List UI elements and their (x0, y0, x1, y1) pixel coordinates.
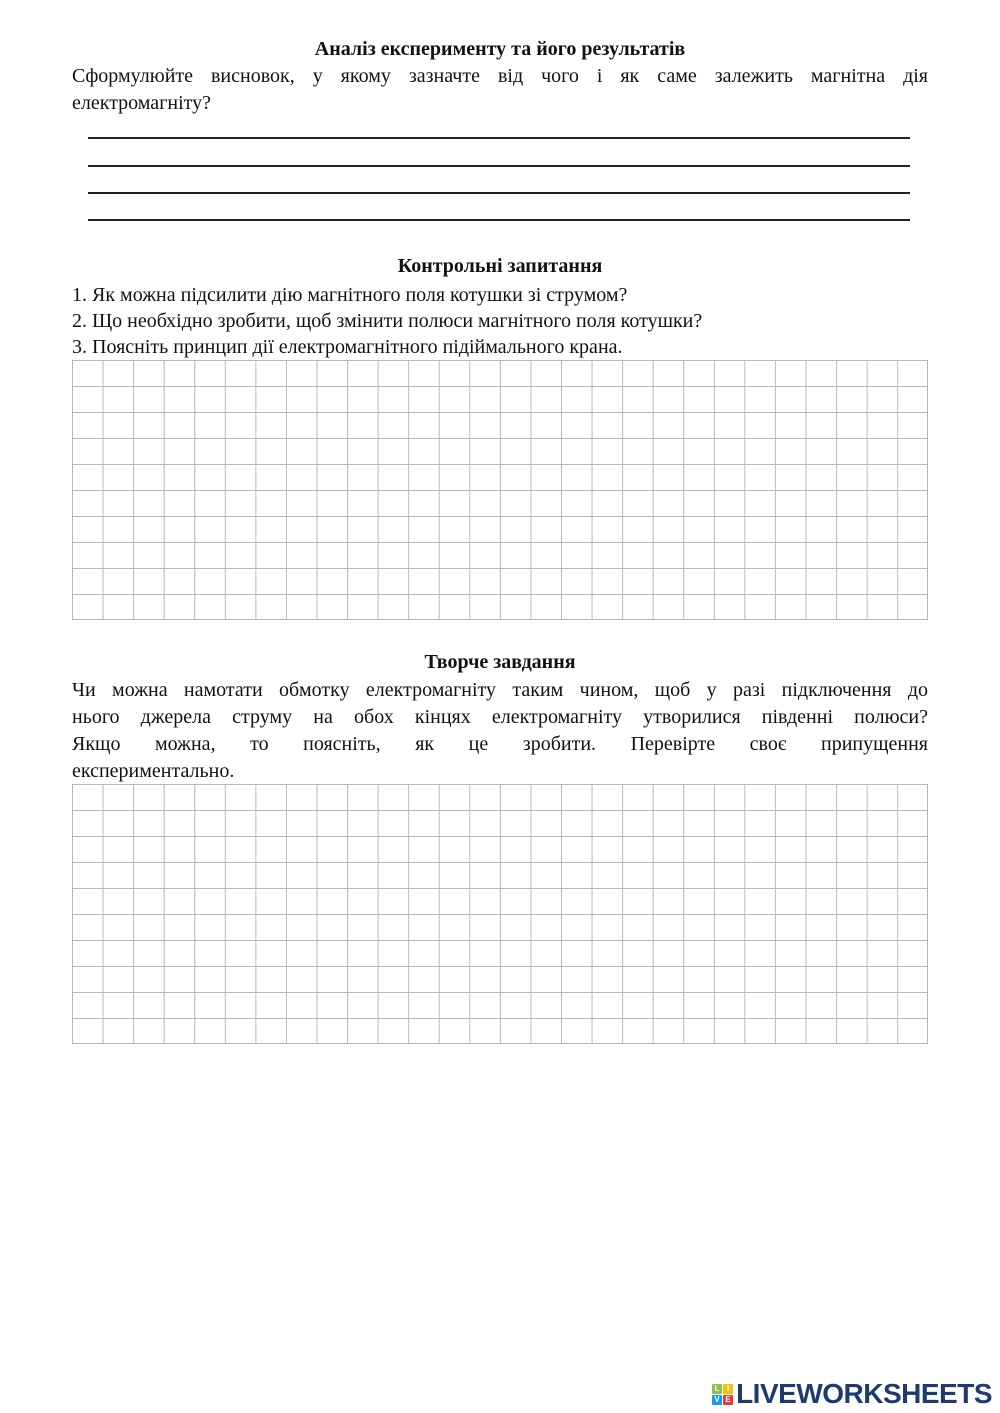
answer-grid-creative[interactable] (72, 784, 928, 1044)
logo-text: LIVEWORKSHEETS (736, 1378, 992, 1409)
logo-cube: E (723, 1395, 733, 1405)
answer-line[interactable] (88, 192, 910, 194)
section-title-creative-task: Творче завдання (424, 651, 576, 673)
answer-grid-questions[interactable] (72, 360, 928, 620)
creative-task-line3: Якщо можна, то поясніть, як це зробити. Перевірте своє припущення (72, 733, 928, 755)
logo-cube: I (723, 1384, 733, 1394)
analysis-prompt-line2: електромагніту? (72, 92, 212, 114)
liveworksheets-logo (712, 1378, 992, 1410)
section-title-analysis: Аналіз експерименту та його результатів (314, 38, 686, 60)
analysis-prompt-line1: Сформулюйте висновок, у якому зазначте від чого і як саме залежить магнітна дія (72, 65, 928, 87)
question-2: 2. Що необхідно зробити, щоб змінити полюси магнітного поля котушки? (72, 310, 703, 332)
creative-task-line2: нього джерела струму на обох кінцях електромагніту утворилися південні полюси? (72, 706, 928, 728)
question-1: 1. Як можна підсилити дію магнітного поля котушки зі струмом? (72, 284, 628, 306)
answer-line[interactable] (88, 165, 910, 167)
logo-cube: L (712, 1384, 722, 1394)
logo-cubes-icon (712, 1384, 733, 1405)
question-3: 3. Поясніть принцип дії електромагнітного підіймального крана. (72, 336, 623, 358)
answer-line[interactable] (88, 137, 910, 139)
creative-task-line4: експериментально. (72, 760, 235, 782)
logo-cube: V (712, 1395, 722, 1405)
creative-task-line1: Чи можна намотати обмотку електромагніту таким чином, щоб у разі підключення до (72, 679, 928, 701)
answer-line[interactable] (88, 219, 910, 221)
section-title-control-questions: Контрольні запитання (397, 255, 603, 277)
